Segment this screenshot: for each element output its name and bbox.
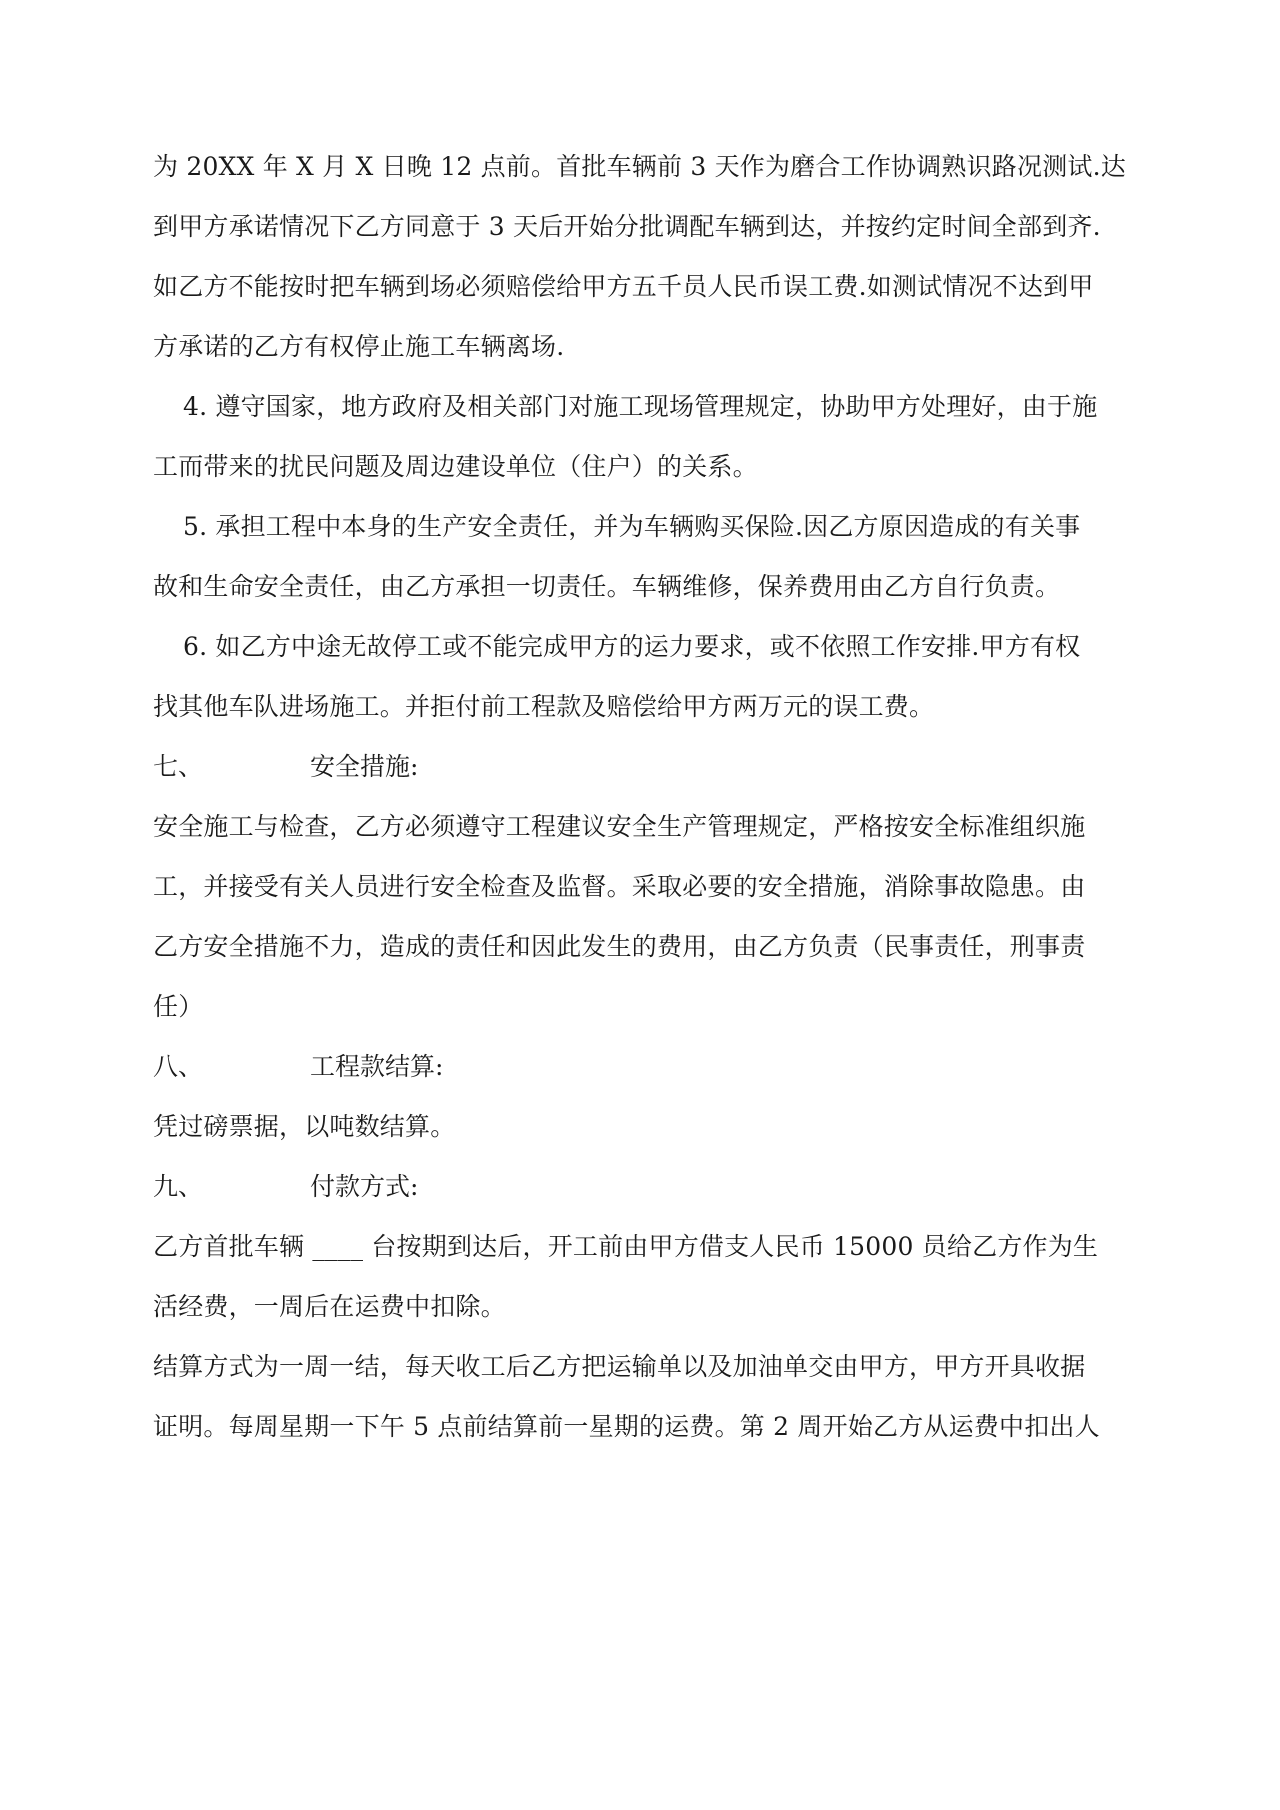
- list-item-6-line: 找其他车队进场施工。并拒付前工程款及赔偿给甲方两万元的误工费。: [153, 692, 935, 721]
- list-item-5-line: 5. 承担工程中本身的生产安全责任，并为车辆购买保险.因乙方原因造成的有关事: [183, 512, 1081, 541]
- section-title-safety: 安全措施:: [310, 752, 419, 781]
- paragraph-line: 工，并接受有关人员进行安全检查及监督。采取必要的安全措施，消除事故隐患。由: [153, 872, 1086, 901]
- list-item-5-line: 故和生命安全责任，由乙方承担一切责任。车辆维修，保养费用由乙方自行负责。: [153, 572, 1061, 601]
- paragraph-line: 乙方安全措施不力，造成的责任和因此发生的费用，由乙方负责（民事责任，刑事责: [153, 932, 1086, 961]
- list-item-6-line: 6. 如乙方中途无故停工或不能完成甲方的运力要求，或不依照工作安排.甲方有权: [183, 632, 1081, 661]
- paragraph-line: 任）: [153, 992, 204, 1021]
- section-title-settlement: 工程款结算:: [310, 1052, 444, 1081]
- paragraph-line: 凭过磅票据，以吨数结算。: [153, 1112, 456, 1141]
- paragraph-line: 活经费，一周后在运费中扣除。: [153, 1292, 506, 1321]
- paragraph-line: 证明。每周星期一下午 5 点前结算前一星期的运费。第 2 周开始乙方从运费中扣出人: [153, 1412, 1100, 1441]
- section-number-7: 七、: [153, 752, 204, 781]
- section-number-9: 九、: [153, 1172, 204, 1201]
- paragraph-line: 方承诺的乙方有权停止施工车辆离场.: [153, 332, 565, 361]
- section-number-8: 八、: [153, 1052, 204, 1081]
- paragraph-line: 安全施工与检查，乙方必须遵守工程建议安全生产管理规定，严格按安全标准组织施: [153, 812, 1086, 841]
- section-title-payment: 付款方式:: [310, 1172, 419, 1201]
- list-item-4-line: 4. 遵守国家，地方政府及相关部门对施工现场管理规定，协助甲方处理好，由于施: [183, 392, 1098, 421]
- paragraph-line: 到甲方承诺情况下乙方同意于 3 天后开始分批调配车辆到达，并按约定时间全部到齐.: [153, 212, 1101, 241]
- paragraph-line: 乙方首批车辆 ____ 台按期到达后，开工前由甲方借支人民币 15000 员给乙方作为生: [153, 1232, 1099, 1261]
- paragraph-line: 结算方式为一周一结，每天收工后乙方把运输单以及加油单交由甲方，甲方开具收据: [153, 1352, 1086, 1381]
- list-item-4-line: 工而带来的扰民问题及周边建设单位（住户）的关系。: [153, 452, 758, 481]
- paragraph-line: 如乙方不能按时把车辆到场必须赔偿给甲方五千员人民币误工费.如测试情况不达到甲: [153, 272, 1094, 301]
- paragraph-line: 为 20XX 年 X 月 X 日晚 12 点前。首批车辆前 3 天作为磨合工作协调熟识路况测试.达: [153, 152, 1126, 181]
